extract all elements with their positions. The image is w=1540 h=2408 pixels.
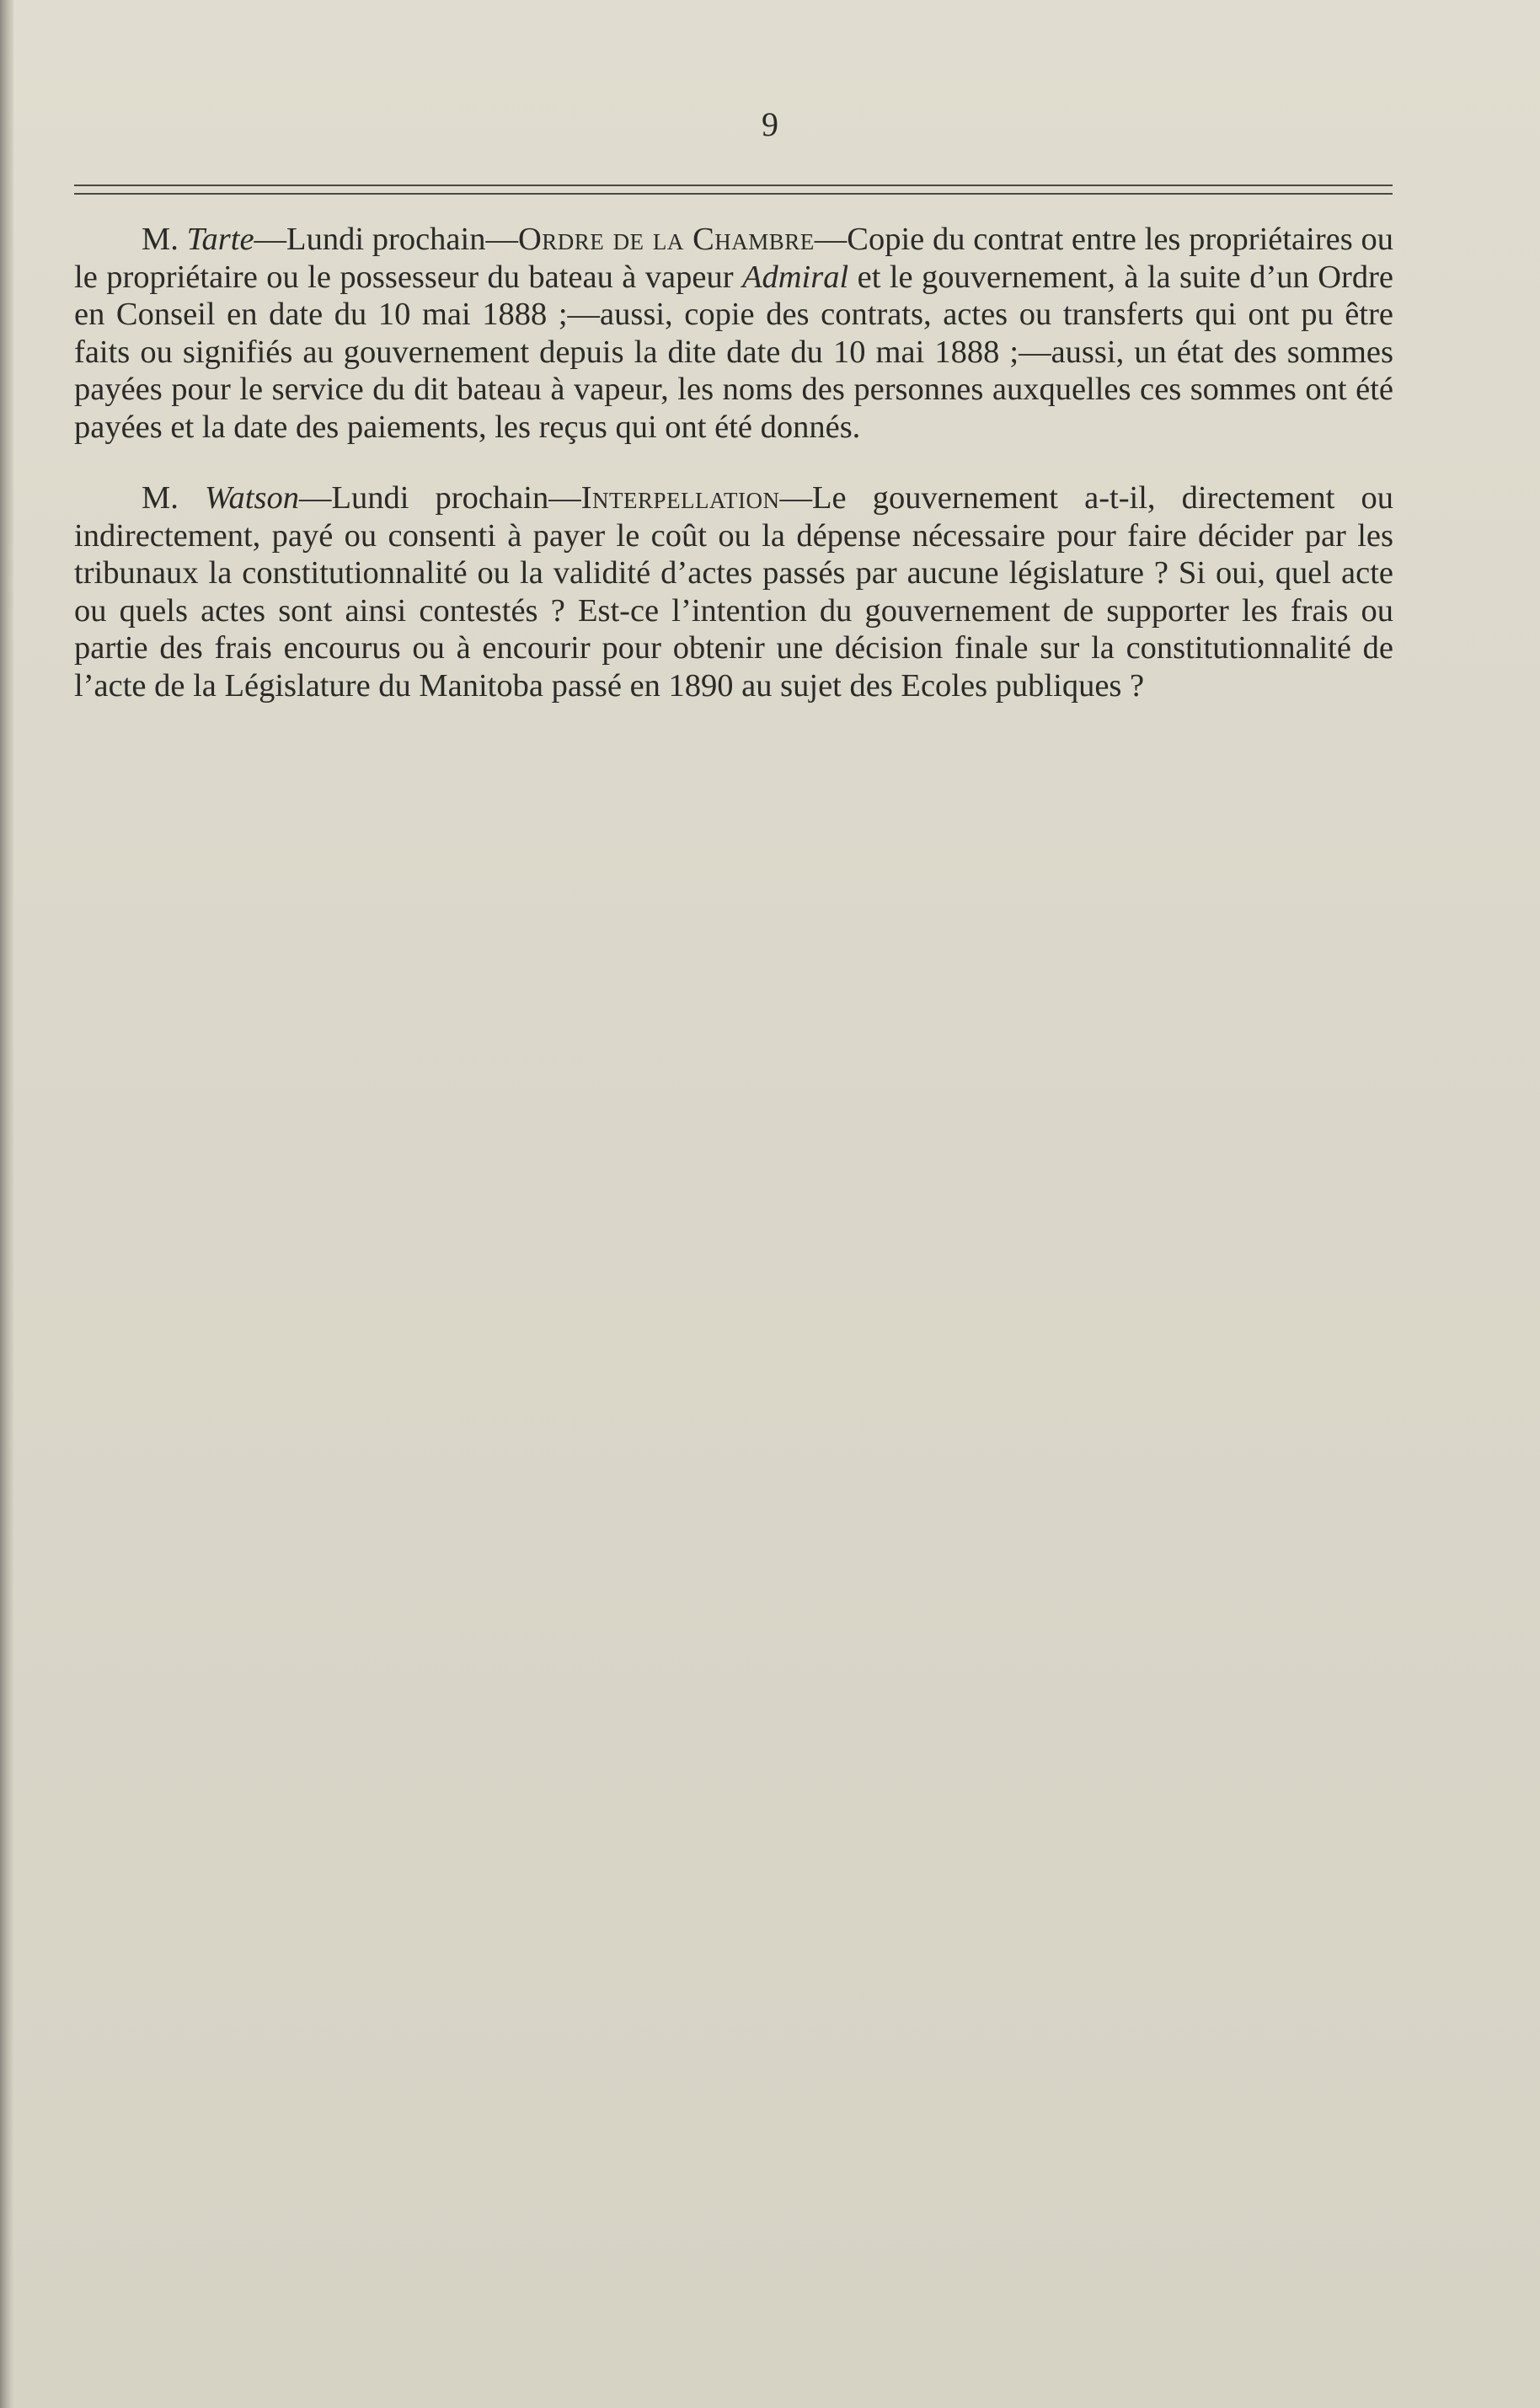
document-body: [74, 221, 1393, 738]
member-title: M.: [142, 222, 179, 257]
motion-when: Lundi prochain: [331, 480, 549, 516]
dash: —: [814, 222, 848, 257]
motion-type: Ordre de la Chambre: [517, 222, 815, 257]
member-name: Tarte: [186, 222, 254, 257]
dash: —: [485, 222, 518, 257]
page-binding-edge: [0, 0, 13, 2408]
motion-type: Interpellation: [580, 480, 780, 516]
header-rule-bottom: [74, 193, 1393, 195]
dash: —: [548, 480, 581, 516]
motion-text-continued: et le gouvernement, à la suite d’un Ordre en Conseil en date du 10 mai 1888 ;—aussi, copie des contrats, actes ou transferts qui ont pu être faits ou signifiés au gouvernement depuis la dite date du 10 mai 1888 ;—aussi, un état des sommes payées pour le service du dit bateau à vapeur, les noms des personnes auxquelles ces sommes ont été payées et la date des paiements, les reçus qui ont été donnés.: [74, 259, 1393, 445]
motion-when: Lundi prochain: [286, 222, 486, 257]
vessel-name: Admiral: [741, 259, 849, 295]
motion-watson: [74, 479, 1393, 704]
member-name: Watson: [204, 480, 299, 516]
motion-text: Copie du contrat entre les propriétaires ou le propriétaire ou le possesseur du bateau à vapeur: [74, 222, 1393, 295]
member-title: M.: [142, 480, 179, 516]
page-number: 9: [762, 105, 778, 143]
dash: —: [779, 480, 813, 516]
motion-tarte: [74, 221, 1393, 446]
dash: —: [298, 480, 332, 516]
header-rule-top: [74, 185, 1393, 186]
motion-text: Le gouvernement a-t-il, directement ou indirectement, payé ou consenti à payer le coût ou la dépense nécessaire pour faire décider par les tribunaux la constitutionnalité ou la validité d’actes passés par aucune législature ? Si oui, quel acte ou quels actes sont ainsi contestés ? Est-ce l’intention du gouvernement de supporter les frais ou partie des frais encourus ou à encourir pour obtenir une décision finale sur la constitutionnalité de l’acte de la Législature du Manitoba passé en 1890 au sujet des Ecoles publiques ?: [74, 480, 1393, 704]
dash: —: [254, 222, 287, 257]
